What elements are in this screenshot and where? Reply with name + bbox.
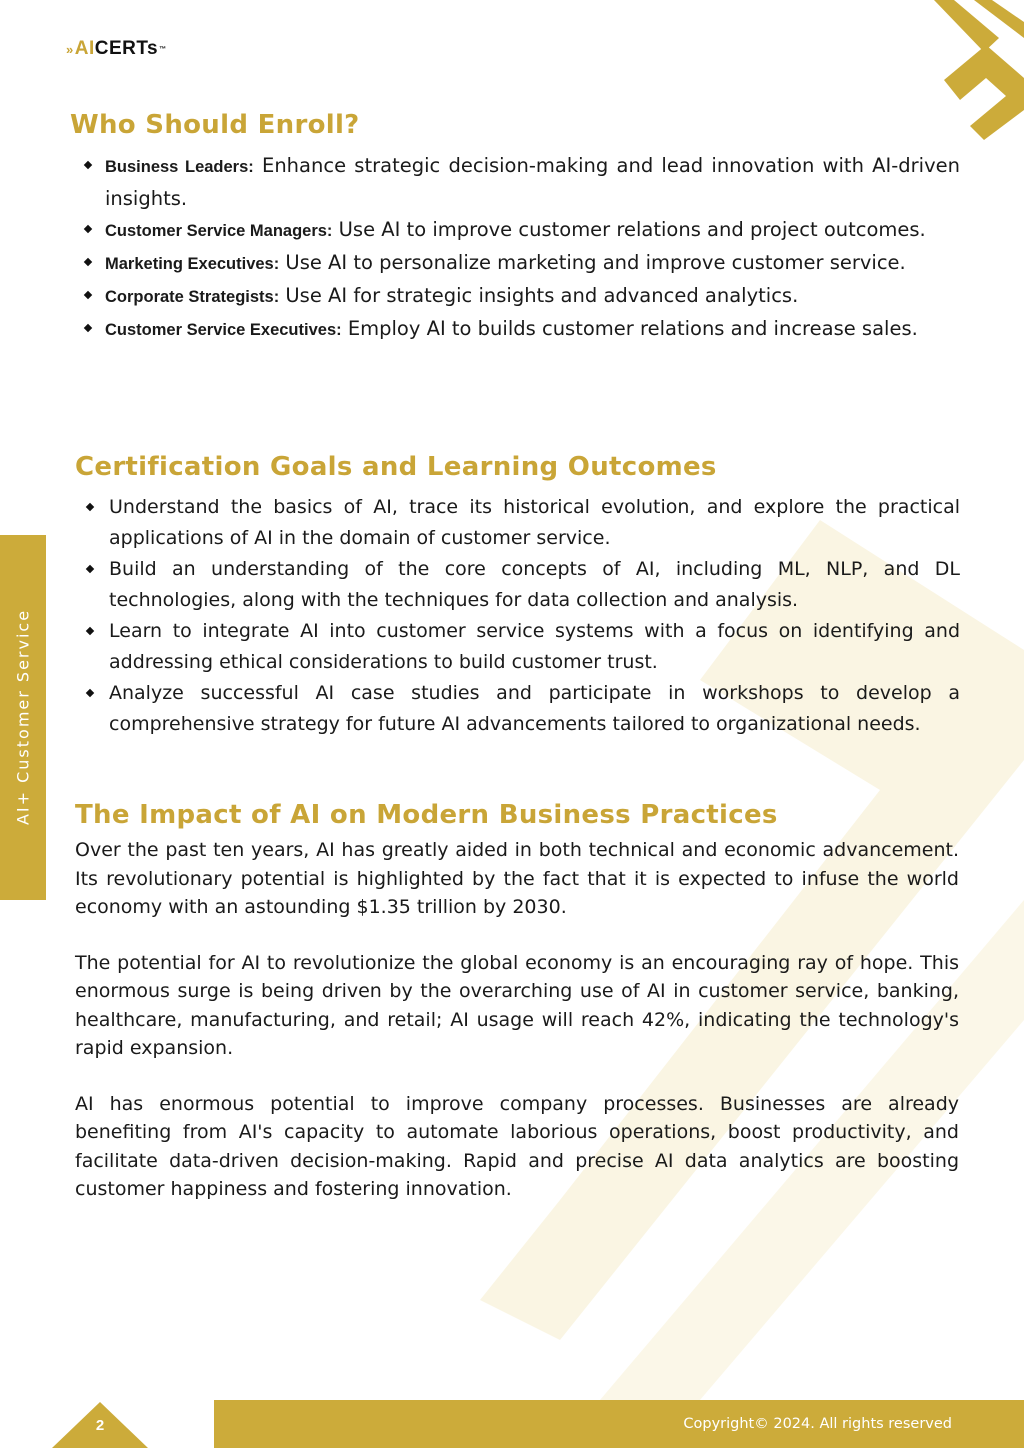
bullet-diamond-icon [86,565,94,573]
impact-section [75,800,959,1231]
logo-certs-text: CERTs [94,38,159,59]
list-item [70,280,960,313]
bullet-diamond-icon [84,225,92,233]
page-number: 2 [95,1417,105,1434]
enroll-role-text: Use AI for strategic insights and advanced analytics. [279,284,799,307]
bullet-diamond-icon [84,291,92,299]
enroll-list [70,150,960,346]
enroll-section [70,110,960,346]
side-course-label: AI+ Customer Service [13,608,33,826]
list-item [75,678,960,740]
bullet-diamond-icon [86,627,94,635]
enroll-role-text: Employ AI to builds customer relations and increase sales. [341,317,918,340]
list-item [70,214,960,247]
impact-paragraph: AI has enormous potential to improve company processes. Businesses are already benefiting from AI's capacity to automate laborious operations, boost productivity, and facilitate data-driven decision-making. Rapid and precise AI data analytics are boosting customer happiness and fostering innovation. [75,1092,959,1200]
enroll-role-label: Customer Service Managers: [105,222,333,240]
list-item [75,554,960,616]
enroll-role-label: Marketing Executives: [105,255,280,273]
enroll-role-text: Use AI to personalize marketing and improve customer service. [279,251,906,274]
goal-text: Build an understanding of the core concepts of AI, including ML, NLP, and DL technologies, along with the techniques for data collection and analysis. [109,558,960,611]
enroll-role-text: Use AI to improve customer relations and project outcomes. [332,218,926,241]
enroll-role-text: Enhance strategic decision-making and lead innovation with AI-driven insights. [105,154,960,210]
enroll-role-label: Customer Service Executives: [105,321,342,339]
enroll-role-label: Business Leaders: [105,158,254,176]
bullet-diamond-icon [86,689,94,697]
goal-text: Learn to integrate AI into customer service systems with a focus on identifying and addressing ethical considerations to build customer trust. [109,620,960,673]
side-course-tab [0,535,46,900]
impact-paragraph: Over the past ten years, AI has greatly aided in both technical and economic advancement. Its revolutionary potential is highlighted by the fact that it is expected to infuse the world economy with an astounding $1.35 trillion by 2030. [75,839,959,918]
goal-text: Understand the basics of AI, trace its historical evolution, and explore the practical applications of AI in the domain of customer service. [109,496,960,549]
page-number-badge [50,1400,150,1448]
list-item [70,313,960,346]
bullet-diamond-icon [84,161,92,169]
goal-text: Analyze successful AI case studies and participate in workshops to develop a comprehensive strategy for future AI advancements tailored to organizational needs. [109,682,960,735]
bullet-diamond-icon [84,258,92,266]
bullet-diamond-icon [86,503,94,511]
logo-arrow-icon: » [66,41,74,57]
logo-ai-text: AI [74,38,95,59]
copyright-text: Copyright© 2024. All rights reserved [683,1416,952,1432]
impact-title: The Impact of AI on Modern Business Practices [75,800,778,830]
bullet-diamond-icon [84,324,92,332]
enroll-title: Who Should Enroll? [70,110,360,140]
list-item [75,492,960,554]
goals-list [75,492,960,740]
goals-section [75,452,960,740]
enroll-role-label: Corporate Strategists: [105,288,280,306]
aicerts-logo [66,38,167,60]
goals-title: Certification Goals and Learning Outcomes [75,452,717,482]
logo-trademark: ™ [159,45,167,53]
list-item [75,616,960,678]
list-item [70,247,960,280]
list-item [70,150,960,214]
impact-paragraph: The potential for AI to revolutionize the global economy is an encouraging ray of hope. This enormous surge is being driven by the overarching use of AI in customer service, banking, healthcare, manufacturing, and retail; AI usage will reach 42%, indicating the technology's rapid expansion. [75,951,959,1059]
footer-bar [214,1400,1024,1448]
